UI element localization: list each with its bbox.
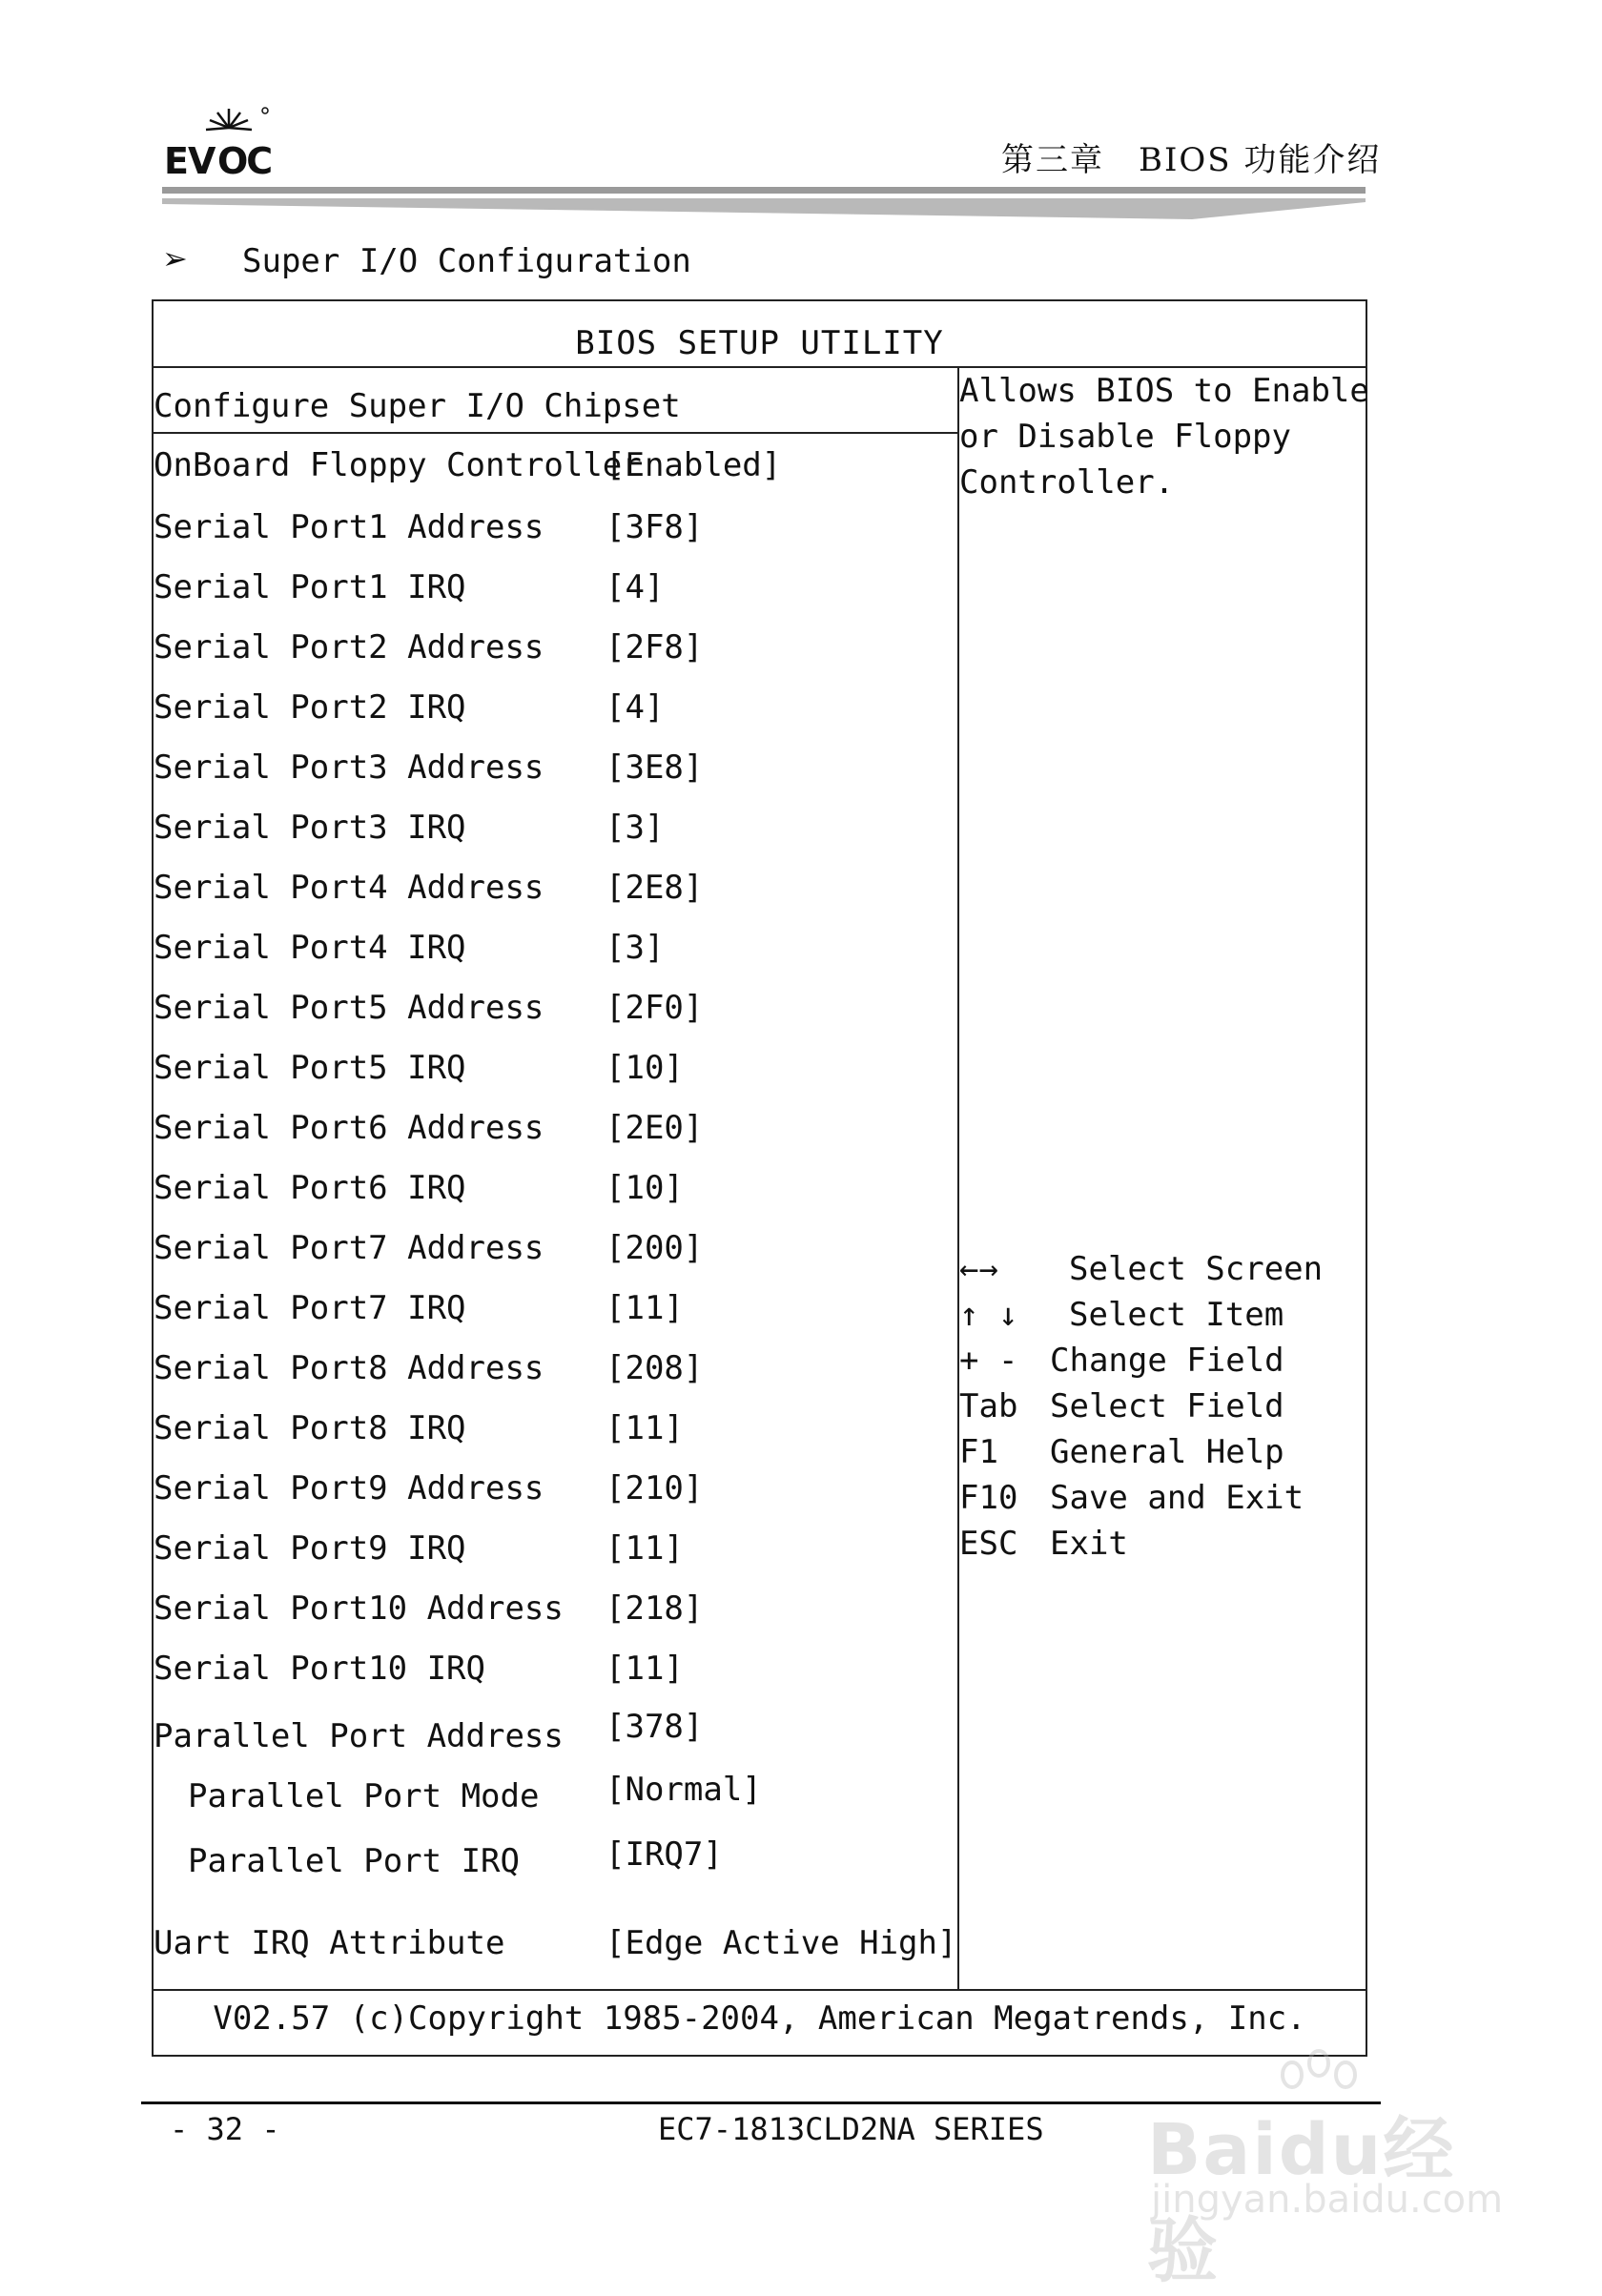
key-desc: Save and Exit <box>1050 1479 1304 1517</box>
key-desc: Exit <box>1050 1525 1128 1563</box>
setting-label: Serial Port3 IRQ <box>154 809 466 847</box>
key-f1: F1 <box>959 1433 998 1471</box>
setting-value[interactable]: [4] <box>606 568 665 606</box>
setting-value[interactable]: [218] <box>606 1589 704 1628</box>
setting-value[interactable]: [3E8] <box>606 748 704 787</box>
setting-value[interactable]: [Enabled] <box>606 446 782 484</box>
setting-value[interactable]: [Normal] <box>606 1771 762 1809</box>
setting-label: Serial Port5 IRQ <box>154 1049 466 1087</box>
setting-label: Parallel Port IRQ <box>188 1842 520 1880</box>
setting-value[interactable]: [11] <box>606 1650 684 1688</box>
chapter-title: 第三章 BIOS 功能介绍 <box>1001 141 1382 179</box>
setting-label: Serial Port10 IRQ <box>154 1650 485 1688</box>
key-desc: General Help <box>1050 1433 1284 1471</box>
svg-text:EV: EV <box>164 140 216 179</box>
watermark-brand: Baidu经验 <box>1147 2109 1456 2292</box>
setting-value[interactable]: [210] <box>606 1469 704 1507</box>
setting-label: Serial Port6 IRQ <box>154 1169 466 1207</box>
setting-label: Serial Port1 IRQ <box>154 568 466 606</box>
watermark-url: jingyan.baidu.com <box>1151 2178 1504 2222</box>
arrows-up-down-icon: ↑ ↓ <box>959 1296 1018 1334</box>
setting-value[interactable]: [4] <box>606 688 665 727</box>
page-number: - 32 - <box>170 2111 280 2147</box>
key-plus-minus: + - <box>959 1342 1018 1380</box>
evoc-logo <box>162 103 286 179</box>
setting-value[interactable]: [10] <box>606 1169 684 1207</box>
setting-value[interactable]: [2F0] <box>606 989 704 1027</box>
setting-value[interactable]: [11] <box>606 1529 684 1568</box>
setting-label: Serial Port2 Address <box>154 628 544 666</box>
footer-divider <box>154 1989 1366 1991</box>
setting-label: Serial Port8 IRQ <box>154 1409 466 1447</box>
setting-label: Serial Port7 Address <box>154 1229 544 1267</box>
setting-label: Serial Port9 IRQ <box>154 1529 466 1568</box>
setting-value[interactable]: [2F8] <box>606 628 704 666</box>
setting-value[interactable]: [2E0] <box>606 1109 704 1147</box>
setting-value[interactable]: [2E8] <box>606 869 704 907</box>
arrows-left-right-icon: ←→ <box>959 1250 998 1288</box>
setting-label: Serial Port10 Address <box>154 1589 564 1628</box>
product-series: EC7-1813CLD2NA SERIES <box>658 2111 1044 2147</box>
baidu-watermark <box>1140 2048 1521 2292</box>
key-desc: Select Item <box>1069 1296 1284 1334</box>
key-esc: ESC <box>959 1525 1018 1563</box>
key-tab: Tab <box>959 1387 1018 1425</box>
setting-value[interactable]: [10] <box>606 1049 684 1087</box>
key-desc: Select Field <box>1050 1387 1284 1425</box>
setting-value[interactable]: [378] <box>606 1708 704 1746</box>
setting-value[interactable]: [208] <box>606 1349 704 1387</box>
bios-setup-screen <box>152 299 1389 2057</box>
setting-label: Parallel Port Mode <box>188 1777 540 1815</box>
copyright: V02.57 (c)Copyright 1985-2004, American Megatrends, Inc. <box>213 1999 1306 2038</box>
setting-label: Serial Port7 IRQ <box>154 1289 466 1327</box>
setting-value[interactable]: [11] <box>606 1409 684 1447</box>
key-desc: Change Field <box>1050 1342 1284 1380</box>
svg-text:OC: OC <box>217 140 272 179</box>
setting-value[interactable]: [3] <box>606 929 665 967</box>
setting-value[interactable]: [3] <box>606 809 665 847</box>
key-desc: Select Screen <box>1069 1250 1324 1288</box>
setting-value[interactable]: [3F8] <box>606 508 704 546</box>
help-text: Allows BIOS to Enable or Disable Floppy Controller. <box>959 372 1389 502</box>
setting-value[interactable]: [IRQ7] <box>606 1835 723 1874</box>
setting-value[interactable]: [11] <box>606 1289 684 1327</box>
setting-label: Serial Port3 Address <box>154 748 544 787</box>
setting-label: Serial Port6 Address <box>154 1109 544 1147</box>
section-title: Super I/O Configuration <box>242 242 691 280</box>
bios-title: BIOS SETUP UTILITY <box>575 324 944 362</box>
setting-label: Serial Port4 Address <box>154 869 544 907</box>
setting-label: Serial Port5 Address <box>154 989 544 1027</box>
subheader-divider <box>154 432 957 434</box>
setting-label: Serial Port9 Address <box>154 1469 544 1507</box>
subheader: Configure Super I/O Chipset <box>154 387 681 425</box>
setting-label: Uart IRQ Attribute <box>154 1924 505 1962</box>
setting-label: Parallel Port Address <box>154 1717 564 1755</box>
setting-label: Serial Port1 Address <box>154 508 544 546</box>
setting-value[interactable]: [200] <box>606 1229 704 1267</box>
setting-label: OnBoard Floppy Controller <box>154 446 642 484</box>
setting-label: Serial Port8 Address <box>154 1349 544 1387</box>
panel-divider <box>957 366 959 1989</box>
bullet-arrow-icon: ➢ <box>162 240 188 277</box>
setting-value[interactable]: [Edge Active High] <box>606 1924 957 1962</box>
setting-label: Serial Port4 IRQ <box>154 929 466 967</box>
key-f10: F10 <box>959 1479 1018 1517</box>
header-rule <box>162 187 1366 219</box>
setting-label: Serial Port2 IRQ <box>154 688 466 727</box>
